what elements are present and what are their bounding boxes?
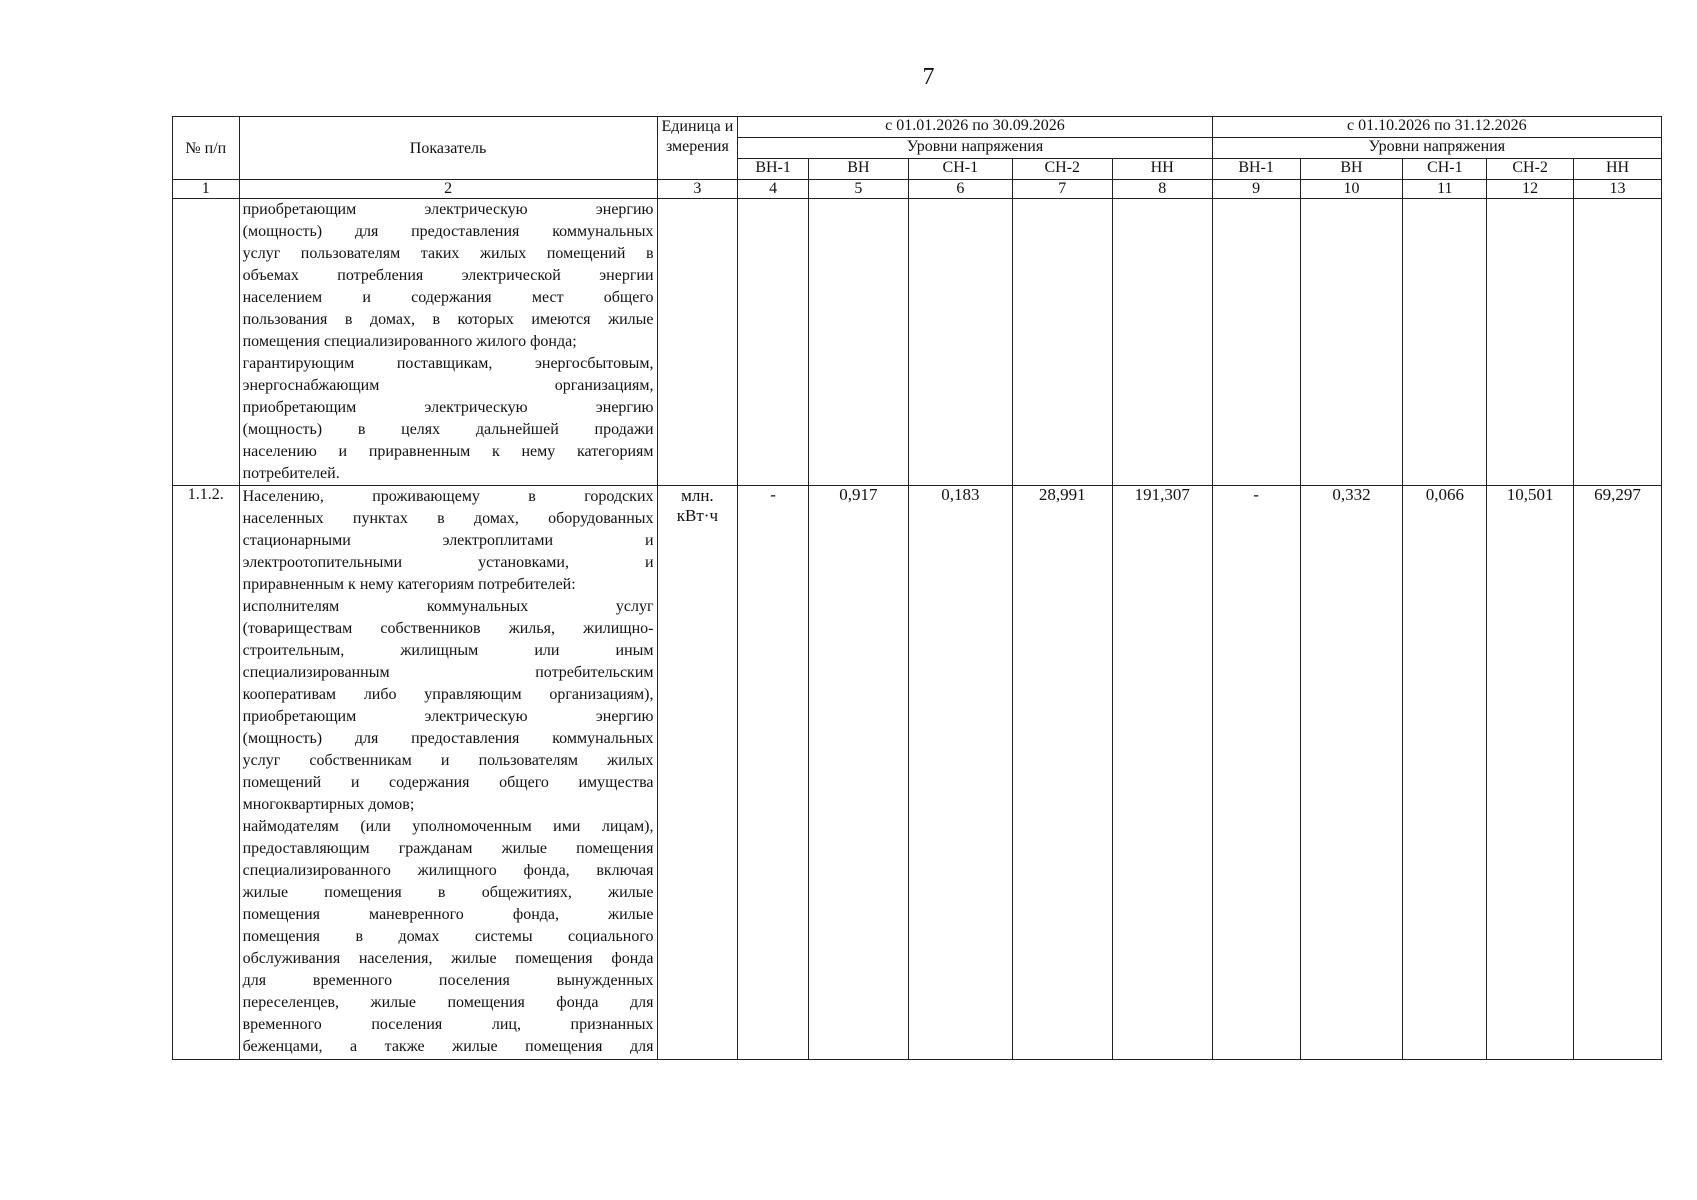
description-line: электроотопительными установками, и [242, 554, 654, 571]
description-line: объемах потребления электрической энергии [242, 267, 654, 284]
row-value: 28,991 [1012, 486, 1112, 1060]
description-line: (мощность) в целях дальнейшей продажи [242, 421, 654, 438]
description-line: Населению, проживающему в городских [242, 488, 654, 505]
description-line: стационарными электроплитами и [242, 532, 654, 549]
level-header: ВН-1 [738, 159, 809, 180]
table-row [173, 486, 1662, 1060]
level-header: СН-1 [908, 159, 1012, 180]
description-line: помещения маневренного фонда, жилые [242, 906, 654, 923]
header-voltage-levels-2: Уровни напряжения [1212, 138, 1661, 159]
description-line: многоквартирных домов; [242, 796, 415, 813]
column-number: 12 [1487, 180, 1574, 199]
level-header: НН [1574, 159, 1662, 180]
row-value [1300, 199, 1403, 486]
column-number: 13 [1574, 180, 1662, 199]
description-line: приравненным к нему категориям потребителей: [242, 576, 576, 593]
header-number: № п/п [173, 117, 240, 180]
level-header: СН-2 [1012, 159, 1112, 180]
description-line: строительным, жилищным или иным [242, 642, 654, 659]
description-line: услуг пользователям таких жилых помещений в [242, 245, 654, 262]
row-value: 0,066 [1403, 486, 1487, 1060]
row-value [908, 199, 1012, 486]
level-header: ВН [1300, 159, 1403, 180]
description-line: услуг собственникам и пользователям жилых [242, 752, 654, 769]
row-value: 191,307 [1112, 486, 1212, 1060]
header-period-2: с 01.10.2026 по 31.12.2026 [1212, 117, 1661, 138]
description-line: обслуживания населения, жилые помещения фонда [242, 950, 654, 967]
row-description [239, 199, 657, 486]
header-voltage-levels-1: Уровни напряжения [738, 138, 1212, 159]
column-number-row [173, 180, 1662, 199]
level-header: СН-1 [1403, 159, 1487, 180]
description-line: гарантирующим поставщикам, энергосбытовым, [242, 355, 654, 372]
description-line: (мощность) для предоставления коммунальных [242, 730, 654, 747]
column-number: 10 [1300, 180, 1403, 199]
row-value [1487, 199, 1574, 486]
description-line: специализированного жилищного фонда, включая [242, 862, 654, 879]
page-number: 7 [922, 64, 935, 90]
header-indicator: Показатель [239, 117, 657, 180]
row-unit: млн. кВт·ч [657, 486, 738, 1060]
description-line: предоставляющим гражданам жилые помещения [242, 840, 654, 857]
header-period-1: с 01.01.2026 по 30.09.2026 [738, 117, 1212, 138]
row-value [1012, 199, 1112, 486]
description-line: (мощность) для предоставления коммунальных [242, 223, 654, 240]
header-row-1 [173, 117, 1662, 138]
description-line: наймодателям (или уполномоченным ими лицам), [242, 818, 654, 835]
description-line: населением и содержания мест общего [242, 289, 654, 306]
row-value [1574, 199, 1662, 486]
row-value [1112, 199, 1212, 486]
description-line: пользования в домах, в которых имеются жилые [242, 311, 654, 328]
description-line: жилые помещения в общежитиях, жилые [242, 884, 654, 901]
row-value: 0,332 [1300, 486, 1403, 1060]
level-header: ВН [808, 159, 908, 180]
description-line: приобретающим электрическую энергию [242, 399, 654, 416]
row-value: 0,917 [808, 486, 908, 1060]
description-line: исполнителям коммунальных услуг [242, 598, 654, 615]
column-number: 11 [1403, 180, 1487, 199]
description-line: помещения специализированного жилого фонда; [242, 333, 577, 350]
description-line: специализированным потребительским [242, 664, 654, 681]
row-value: 10,501 [1487, 486, 1574, 1060]
level-header: НН [1112, 159, 1212, 180]
description-line: для временного поселения вынужденных [242, 972, 654, 989]
tariff-table [172, 116, 1662, 1060]
level-header: ВН-1 [1212, 159, 1300, 180]
description-line: энергоснабжающим организациям, [242, 377, 654, 394]
column-number: 2 [239, 180, 657, 199]
row-value [808, 199, 908, 486]
description-line: населению и приравненным к нему категориям [242, 443, 654, 460]
description-line: помещений и содержания общего имущества [242, 774, 654, 791]
row-value: 0,183 [908, 486, 1012, 1060]
description-line: приобретающим электрическую энергию [242, 201, 654, 218]
column-number: 7 [1012, 180, 1112, 199]
row-description [239, 486, 657, 1060]
row-value: - [1212, 486, 1300, 1060]
description-line: кооперативам либо управляющим организациям), [242, 686, 654, 703]
description-line: помещения в домах системы социального [242, 928, 654, 945]
description-line: беженцами, а также жилые помещения для [242, 1038, 654, 1055]
column-number: 5 [808, 180, 908, 199]
row-number: 1.1.2. [173, 486, 240, 1060]
column-number: 1 [173, 180, 240, 199]
column-number: 4 [738, 180, 809, 199]
column-number: 6 [908, 180, 1012, 199]
description-line: приобретающим электрическую энергию [242, 708, 654, 725]
row-value [1403, 199, 1487, 486]
description-line: переселенцев, жилые помещения фонда для [242, 994, 654, 1011]
description-line: потребителей. [242, 465, 340, 482]
header-unit: Единица измерения [657, 117, 738, 180]
row-value: - [738, 486, 809, 1060]
row-unit [657, 199, 738, 486]
row-number [173, 199, 240, 486]
level-header: СН-2 [1487, 159, 1574, 180]
row-value: 69,297 [1574, 486, 1662, 1060]
row-value [738, 199, 809, 486]
description-line: временного поселения лиц, признанных [242, 1016, 654, 1033]
description-line: населенных пунктах в домах, оборудованных [242, 510, 654, 527]
column-number: 3 [657, 180, 738, 199]
description-line: (товариществам собственников жилья, жилищно- [242, 620, 654, 637]
column-number: 9 [1212, 180, 1300, 199]
row-value [1212, 199, 1300, 486]
table-row [173, 199, 1662, 486]
column-number: 8 [1112, 180, 1212, 199]
